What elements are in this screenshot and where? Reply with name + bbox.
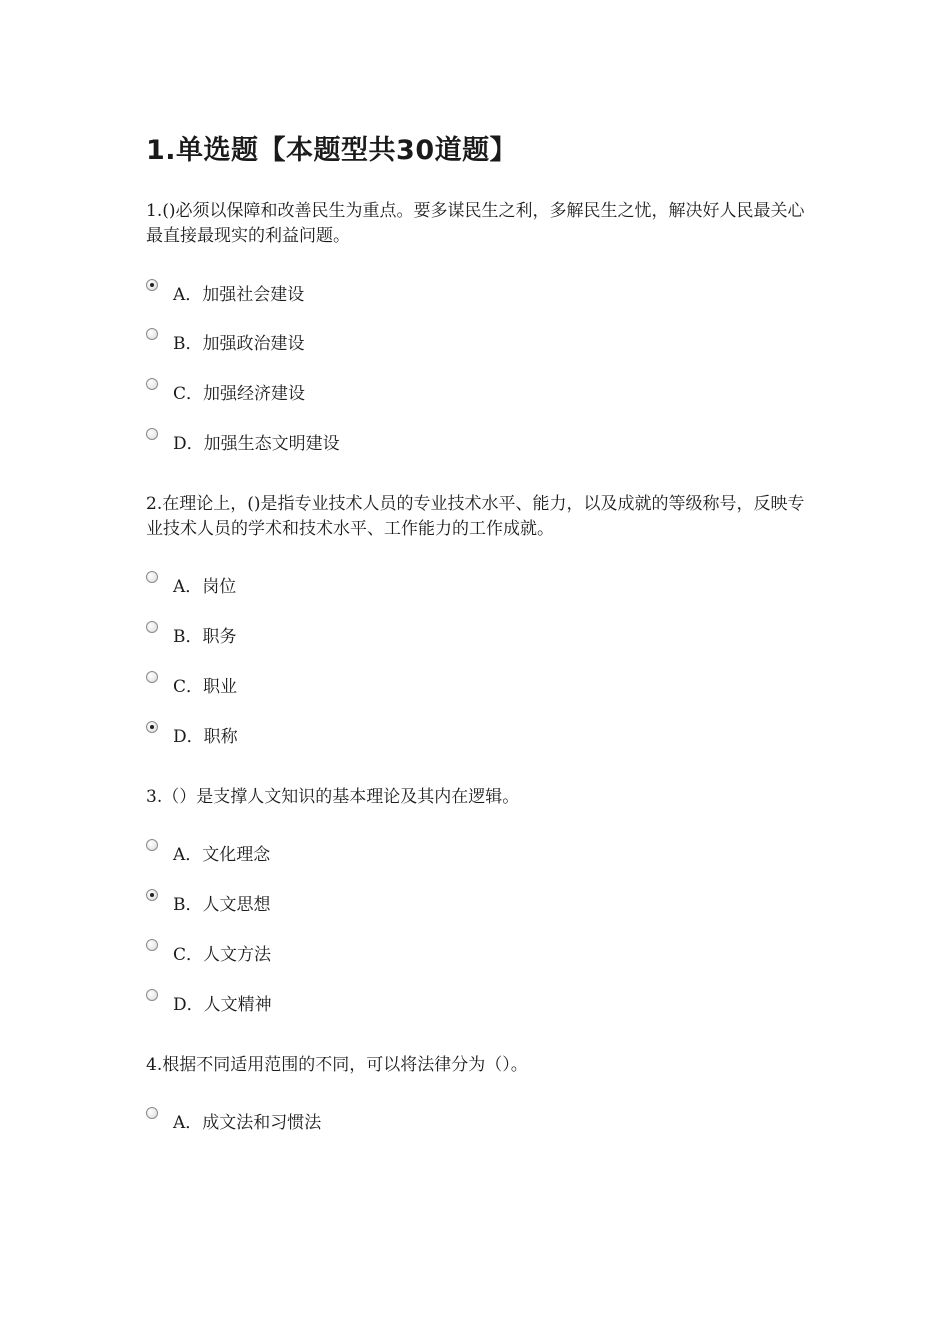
radio-button[interactable]	[146, 1107, 158, 1119]
question-text: 3.（）是支撑人文知识的基本理论及其内在逻辑。	[146, 787, 520, 807]
option-row[interactable]	[146, 1108, 321, 1132]
radio-button[interactable]	[146, 839, 158, 851]
option-label: A．加强社会建设	[173, 284, 305, 305]
section-title: 1.单选题【本题型共30道题】	[146, 135, 518, 166]
option-row[interactable]	[146, 429, 340, 453]
option-label: A．文化理念	[173, 844, 271, 865]
radio-button[interactable]	[146, 279, 158, 291]
option-row[interactable]	[146, 990, 272, 1014]
radio-button[interactable]	[146, 721, 158, 733]
option-row[interactable]	[146, 890, 271, 914]
radio-button[interactable]	[146, 671, 158, 683]
option-label: A．岗位	[173, 576, 237, 597]
option-row[interactable]	[146, 379, 305, 403]
option-label: D．加强生态文明建设	[173, 433, 340, 454]
radio-button[interactable]	[146, 939, 158, 951]
radio-button[interactable]	[146, 378, 158, 390]
option-row[interactable]	[146, 940, 271, 964]
option-label: D．人文精神	[173, 994, 272, 1015]
option-row[interactable]	[146, 672, 237, 696]
option-label: B．职务	[173, 626, 237, 647]
question-text: 4.根据不同适用范围的不同，可以将法律分为（）。	[146, 1055, 528, 1075]
option-label: C．职业	[173, 676, 238, 697]
radio-button[interactable]	[146, 621, 158, 633]
question-text: 2.在理论上，()是指专业技术人员的专业技术水平、能力，以及成就的等级称号，反映专业技术人员的学术和技术水平、工作能力的工作成就。	[146, 494, 805, 539]
radio-button[interactable]	[146, 889, 158, 901]
option-label: B．加强政治建设	[173, 333, 305, 354]
option-row[interactable]	[146, 840, 270, 864]
option-row[interactable]	[146, 622, 237, 646]
option-label: C．加强经济建设	[173, 383, 306, 404]
radio-button[interactable]	[146, 428, 158, 440]
radio-button[interactable]	[146, 328, 158, 340]
option-label: C．人文方法	[173, 944, 272, 965]
question-text: 1.()必须以保障和改善民生为重点。要多谋民生之利，多解民生之忧，解决好人民最关心最直接最现实的利益问题。	[146, 201, 805, 246]
option-label: A．成文法和习惯法	[173, 1112, 322, 1133]
option-label: D．职称	[173, 726, 238, 747]
option-row[interactable]	[146, 329, 305, 353]
option-row[interactable]	[146, 280, 304, 304]
option-row[interactable]	[146, 572, 236, 596]
radio-button[interactable]	[146, 571, 158, 583]
radio-button[interactable]	[146, 989, 158, 1001]
option-row[interactable]	[146, 722, 238, 746]
option-label: B．人文思想	[173, 894, 271, 915]
